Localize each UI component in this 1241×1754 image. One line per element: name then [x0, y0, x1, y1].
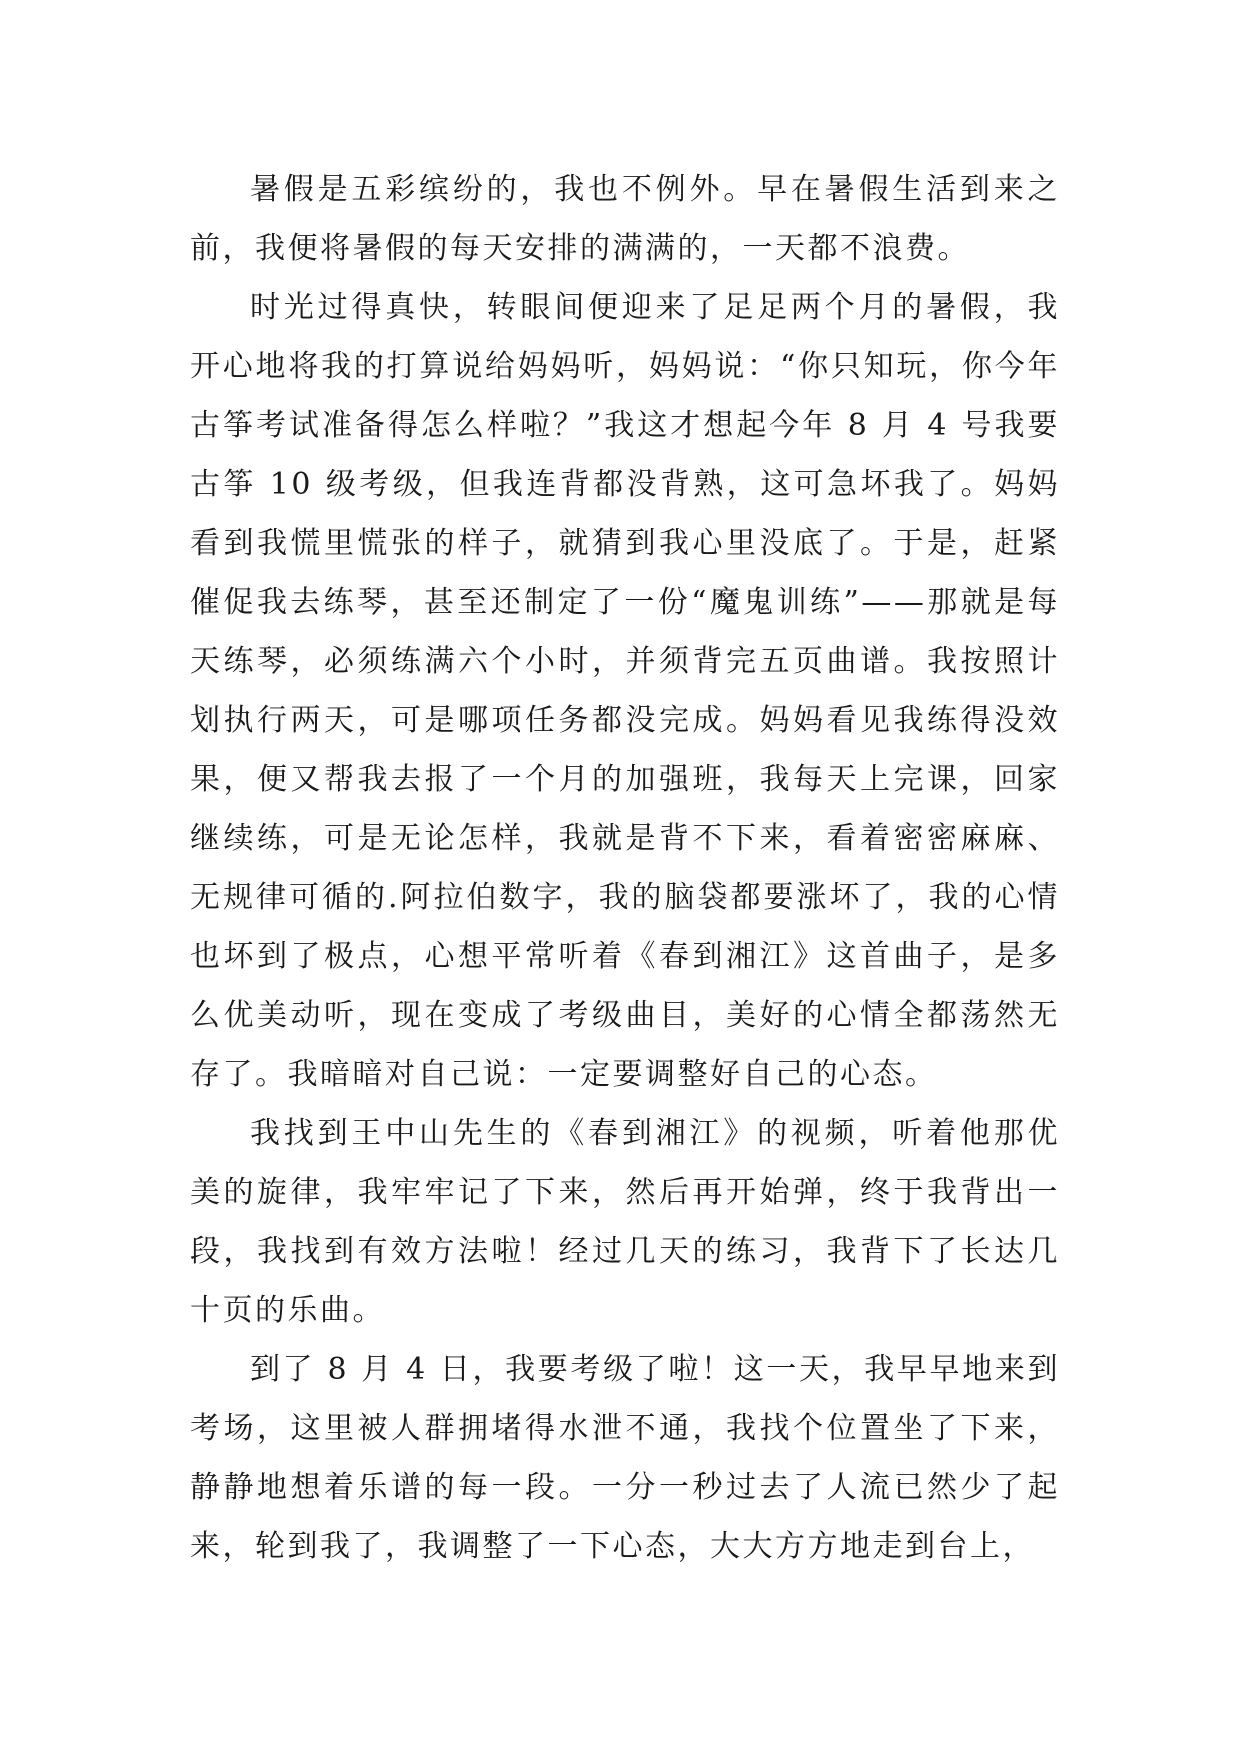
document-body: [190, 160, 1060, 1576]
paragraph-2: 时光过得真快，转眼间便迎来了足足两个月的暑假，我开心地将我的打算说给妈妈听，妈妈说：“你只知玩，你今年古筝考试准备得怎么样啦？”我这才想起今年 8 月 4 号我要古筝 10 级考级，但我连背都没背熟，这可急坏我了。妈妈看到我慌里慌张的样子，就猜到我心里没底了。于是，赶紧催促我去练琴，甚至还制定了一份“魔鬼训练”——那就是每天练琴，必须练满六个小时，并须背完五页曲谱。我按照计划执行两天，可是哪项任务都没完成。妈妈看见我练得没效果，便又帮我去报了一个月的加强班，我每天上完课，回家继续练，可是无论怎样，我就是背不下来，看着密密麻麻、无规律可循的.阿拉伯数字，我的脑袋都要涨坏了，我的心情也坏到了极点，心想平常听着《春到湘江》这首曲子，是多么优美动听，现在变成了考级曲目，美好的心情全都荡然无存了。我暗暗对自己说：一定要调整好自己的心态。: [190, 290, 1060, 1092]
paragraph-3: 我找到王中山先生的《春到湘江》的视频，听着他那优美的旋律，我牢牢记了下来，然后再开始弹，终于我背出一段，我找到有效方法啦！经过几天的练习，我背下了长达几十页的乐曲。: [190, 1116, 1060, 1328]
paragraph-4: 到了 8 月 4 日，我要考级了啦！这一天，我早早地来到考场，这里被人群拥堵得水泄不通，我找个位置坐了下来，静静地想着乐谱的每一段。一分一秒过去了人流已然少了起来，轮到我了，我调整了一下心态，大大方方地走到台上，: [190, 1352, 1060, 1564]
paragraph-1: 暑假是五彩缤纷的，我也不例外。早在暑假生活到来之前，我便将暑假的每天安排的满满的，一天都不浪费。: [190, 172, 1060, 266]
